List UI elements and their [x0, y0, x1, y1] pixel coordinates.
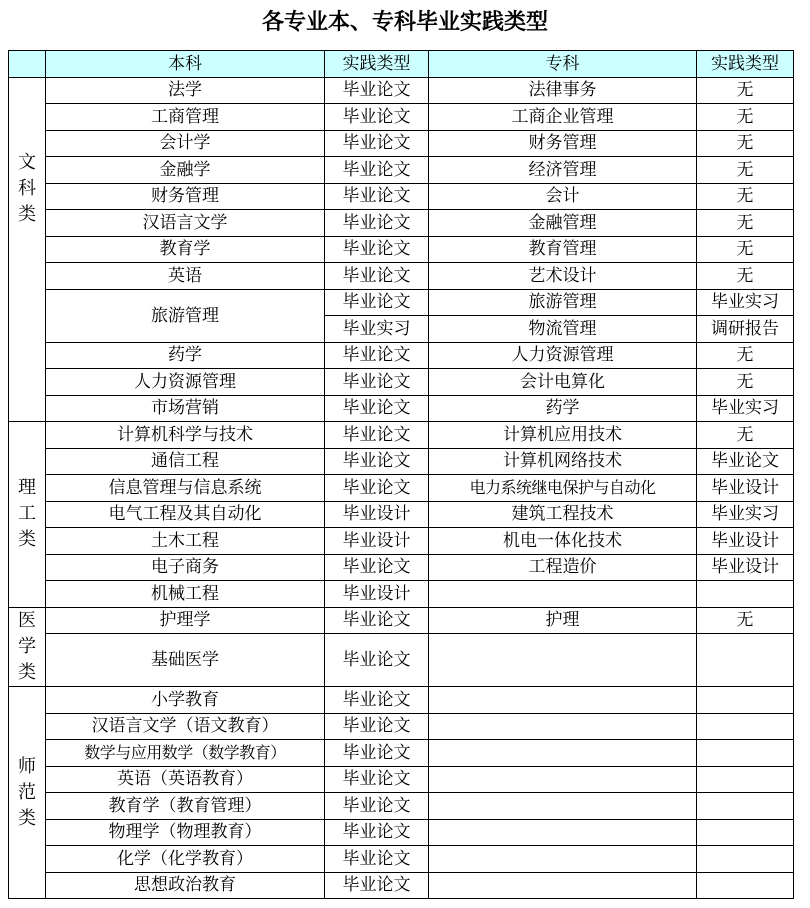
- college-type: [697, 740, 794, 767]
- ug-major: 法学: [46, 77, 325, 104]
- table-row: [9, 157, 794, 184]
- ug-major: 基础医学: [46, 634, 325, 687]
- ug-type: 毕业论文: [325, 607, 429, 634]
- college-major: 艺术设计: [429, 263, 697, 290]
- college-major: 法律事务: [429, 77, 697, 104]
- college-major: 人力资源管理: [429, 342, 697, 369]
- college-major: [429, 872, 697, 899]
- table-row: [9, 210, 794, 237]
- page-title: 各专业本、专科毕业实践类型: [261, 10, 548, 35]
- ug-type: 毕业设计: [325, 501, 429, 528]
- ug-major: 汉语言文学（语文教育）: [46, 713, 325, 740]
- ug-type: 毕业论文: [325, 289, 429, 316]
- college-type: 毕业设计: [697, 554, 794, 581]
- ug-type: 毕业论文: [325, 263, 429, 290]
- college-type: 调研报告: [697, 316, 794, 343]
- ug-type: 毕业论文: [325, 395, 429, 422]
- ug-major: 财务管理: [46, 183, 325, 210]
- header-college: 专科: [429, 51, 697, 78]
- college-type: 无: [697, 210, 794, 237]
- table-row: [9, 528, 794, 555]
- ug-major: 英语: [46, 263, 325, 290]
- college-major: [429, 687, 697, 714]
- ug-major: 教育学: [46, 236, 325, 263]
- practice-type-table: [8, 50, 794, 899]
- table-row: [9, 448, 794, 475]
- college-type: [697, 766, 794, 793]
- header-category: [9, 51, 46, 78]
- table-row: [9, 77, 794, 104]
- ug-type: 毕业实习: [325, 316, 429, 343]
- table-row: [9, 872, 794, 899]
- ug-type: 毕业论文: [325, 448, 429, 475]
- college-major: 财务管理: [429, 130, 697, 157]
- header-row: [9, 51, 794, 78]
- ug-type: 毕业论文: [325, 157, 429, 184]
- ug-type: 毕业论文: [325, 342, 429, 369]
- college-type: 毕业实习: [697, 395, 794, 422]
- college-type: 毕业实习: [697, 289, 794, 316]
- table-row: [9, 581, 794, 608]
- college-major: 计算机应用技术: [429, 422, 697, 449]
- table-row: [9, 819, 794, 846]
- college-type: [697, 713, 794, 740]
- ug-type: 毕业论文: [325, 104, 429, 131]
- college-type: [697, 581, 794, 608]
- college-type: 毕业设计: [697, 528, 794, 555]
- college-major: [429, 766, 697, 793]
- ug-type: 毕业论文: [325, 793, 429, 820]
- category-medicine: 医学类: [9, 607, 46, 687]
- table-row: [9, 740, 794, 767]
- category-liberal-arts: 文科类: [9, 77, 46, 422]
- ug-type: 毕业设计: [325, 581, 429, 608]
- college-type: 无: [697, 607, 794, 634]
- college-major: 物流管理: [429, 316, 697, 343]
- college-major: [429, 634, 697, 687]
- college-major: [429, 846, 697, 873]
- ug-type: 毕业论文: [325, 687, 429, 714]
- college-type: 无: [697, 104, 794, 131]
- ug-major: 药学: [46, 342, 325, 369]
- ug-major: 会计学: [46, 130, 325, 157]
- ug-major: 人力资源管理: [46, 369, 325, 396]
- college-major: 药学: [429, 395, 697, 422]
- college-major: 会计电算化: [429, 369, 697, 396]
- college-type: 无: [697, 130, 794, 157]
- college-type: 无: [697, 157, 794, 184]
- college-major: 教育管理: [429, 236, 697, 263]
- ug-major: 汉语言文学: [46, 210, 325, 237]
- college-major: [429, 713, 697, 740]
- ug-type: 毕业论文: [325, 183, 429, 210]
- college-major: 机电一体化技术: [429, 528, 697, 555]
- college-type: [697, 819, 794, 846]
- table-row: [9, 501, 794, 528]
- table-row: [9, 846, 794, 873]
- college-type: 无: [697, 183, 794, 210]
- ug-type: 毕业论文: [325, 369, 429, 396]
- ug-type: 毕业论文: [325, 210, 429, 237]
- table-row: [9, 104, 794, 131]
- ug-major: 电气工程及其自动化: [46, 501, 325, 528]
- table-row: [9, 263, 794, 290]
- ug-type: 毕业论文: [325, 422, 429, 449]
- college-major: 建筑工程技术: [429, 501, 697, 528]
- table-row: [9, 766, 794, 793]
- ug-major: 土木工程: [46, 528, 325, 555]
- college-major: 金融管理: [429, 210, 697, 237]
- college-type: 无: [697, 263, 794, 290]
- college-major: 工程造价: [429, 554, 697, 581]
- table-row: [9, 130, 794, 157]
- table-row: [9, 289, 794, 316]
- table-row: [9, 634, 794, 687]
- college-type: [697, 846, 794, 873]
- ug-major: 护理学: [46, 607, 325, 634]
- college-major: [429, 793, 697, 820]
- college-type: 毕业论文: [697, 448, 794, 475]
- ug-major: 旅游管理: [46, 289, 325, 342]
- ug-type: 毕业论文: [325, 819, 429, 846]
- table-row: [9, 713, 794, 740]
- college-type: [697, 634, 794, 687]
- college-type: 无: [697, 77, 794, 104]
- college-type: 毕业实习: [697, 501, 794, 528]
- table-row: [9, 475, 794, 502]
- ug-type: 毕业论文: [325, 740, 429, 767]
- table-row: [9, 342, 794, 369]
- header-undergrad-type: 实践类型: [325, 51, 429, 78]
- college-major: [429, 581, 697, 608]
- ug-type: 毕业论文: [325, 77, 429, 104]
- header-college-type: 实践类型: [697, 51, 794, 78]
- college-major: [429, 819, 697, 846]
- college-type: 无: [697, 236, 794, 263]
- table-row: [9, 236, 794, 263]
- college-type: 无: [697, 342, 794, 369]
- header-undergrad: 本科: [46, 51, 325, 78]
- table-row: [9, 183, 794, 210]
- ug-major: 通信工程: [46, 448, 325, 475]
- ug-type: 毕业论文: [325, 713, 429, 740]
- ug-major: 信息管理与信息系统: [46, 475, 325, 502]
- ug-major: 计算机科学与技术: [46, 422, 325, 449]
- ug-major: 教育学（教育管理）: [46, 793, 325, 820]
- college-major: 计算机网络技术: [429, 448, 697, 475]
- table-row: [9, 554, 794, 581]
- ug-major: 思想政治教育: [46, 872, 325, 899]
- ug-major: 数学与应用数学（数学教育）: [46, 740, 325, 767]
- college-type: 无: [697, 422, 794, 449]
- table-row: [9, 369, 794, 396]
- table-row: [9, 607, 794, 634]
- table-row: [9, 687, 794, 714]
- college-major: 会计: [429, 183, 697, 210]
- college-type: 毕业设计: [697, 475, 794, 502]
- college-major: 电力系统继电保护与自动化: [429, 475, 697, 502]
- ug-type: 毕业论文: [325, 766, 429, 793]
- ug-type: 毕业论文: [325, 846, 429, 873]
- ug-type: 毕业论文: [325, 554, 429, 581]
- college-major: 护理: [429, 607, 697, 634]
- ug-major: 小学教育: [46, 687, 325, 714]
- college-type: 无: [697, 369, 794, 396]
- table-row: [9, 395, 794, 422]
- college-type: [697, 687, 794, 714]
- ug-type: 毕业论文: [325, 475, 429, 502]
- ug-type: 毕业论文: [325, 634, 429, 687]
- college-major: 经济管理: [429, 157, 697, 184]
- ug-major: 化学（化学教育）: [46, 846, 325, 873]
- ug-type: 毕业论文: [325, 236, 429, 263]
- ug-major: 金融学: [46, 157, 325, 184]
- ug-major: 物理学（物理教育）: [46, 819, 325, 846]
- college-major: 旅游管理: [429, 289, 697, 316]
- college-type: [697, 872, 794, 899]
- college-major: [429, 740, 697, 767]
- table-row: [9, 793, 794, 820]
- ug-major: 电子商务: [46, 554, 325, 581]
- ug-type: 毕业设计: [325, 528, 429, 555]
- ug-major: 工商管理: [46, 104, 325, 131]
- college-type: [697, 793, 794, 820]
- table-row: [9, 422, 794, 449]
- ug-major: 机械工程: [46, 581, 325, 608]
- college-major: 工商企业管理: [429, 104, 697, 131]
- category-science-engineering: 理工类: [9, 422, 46, 608]
- ug-type: 毕业论文: [325, 130, 429, 157]
- ug-major: 市场营销: [46, 395, 325, 422]
- ug-type: 毕业论文: [325, 872, 429, 899]
- category-teacher-education: 师范类: [9, 687, 46, 899]
- ug-major: 英语（英语教育）: [46, 766, 325, 793]
